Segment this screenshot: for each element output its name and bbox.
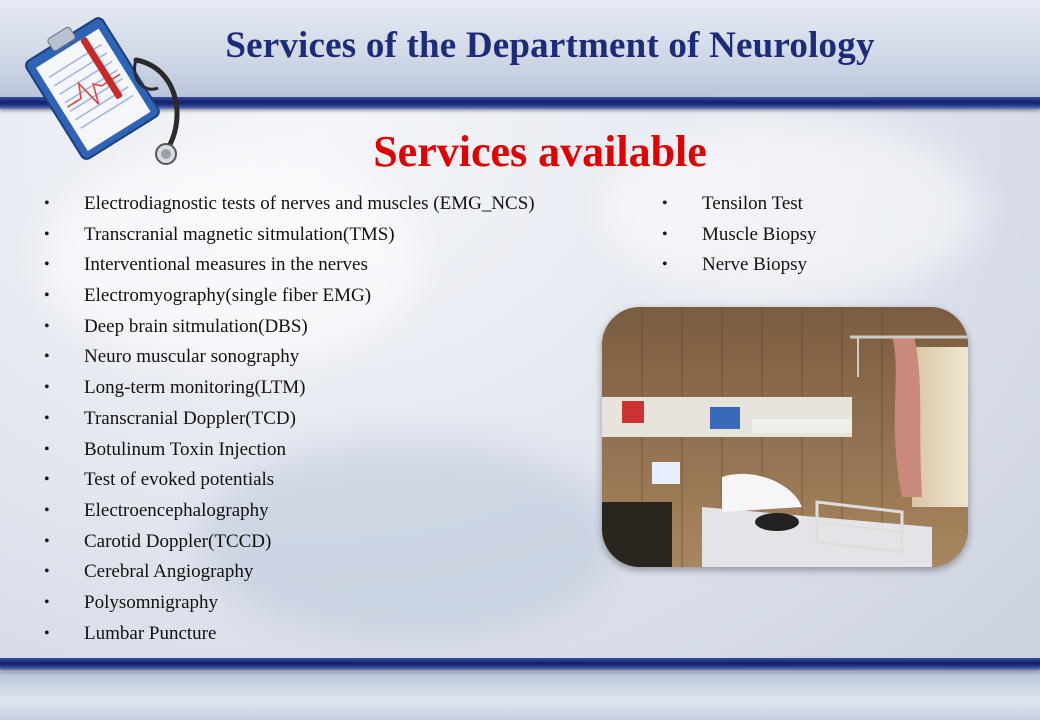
service-label: Nerve Biopsy xyxy=(702,254,808,276)
bullet-icon: • xyxy=(44,317,50,335)
service-item xyxy=(662,189,922,220)
service-item xyxy=(44,220,624,251)
service-item xyxy=(44,496,624,527)
footer-background xyxy=(0,672,1040,720)
service-item xyxy=(44,404,624,435)
service-label: Electrodiagnostic tests of nerves and muscles (EMG_NCS) xyxy=(84,193,535,214)
service-item xyxy=(44,619,624,650)
bullet-icon: • xyxy=(44,348,50,366)
bullet-icon: • xyxy=(44,287,50,305)
service-label: Muscle Biopsy xyxy=(702,223,817,245)
service-label: Transcranial Doppler(TCD) xyxy=(84,407,296,429)
service-label: Transcranial magnetic sitmulation(TMS) xyxy=(84,223,395,245)
bullet-icon: • xyxy=(44,501,50,519)
bullet-icon: • xyxy=(44,379,50,397)
service-item xyxy=(44,588,624,619)
bullet-icon: • xyxy=(44,195,50,212)
services-list-right xyxy=(662,189,922,281)
service-label: Tensilon Test xyxy=(702,193,803,214)
bullet-icon: • xyxy=(44,440,50,458)
service-item xyxy=(44,281,624,312)
bullet-icon: • xyxy=(44,593,50,611)
service-label: Neuro muscular sonography xyxy=(84,346,300,368)
hospital-room-photo xyxy=(602,307,968,567)
service-item xyxy=(44,465,624,496)
service-label: Botulinum Toxin Injection xyxy=(84,438,287,460)
bullet-icon: • xyxy=(44,624,50,642)
bullet-icon: • xyxy=(44,532,50,550)
service-item xyxy=(44,373,624,404)
service-label: Interventional measures in the nerves xyxy=(84,254,368,276)
service-label: Polysomnigraphy xyxy=(84,591,219,613)
bullet-icon: • xyxy=(662,195,668,212)
bullet-icon: • xyxy=(44,563,50,581)
service-item xyxy=(44,342,624,373)
service-label: Electromyography(single fiber EMG) xyxy=(84,285,372,307)
bullet-icon: • xyxy=(662,256,668,274)
service-item xyxy=(44,557,624,588)
bottom-divider-rule xyxy=(0,658,1040,670)
service-label: Lumbar Puncture xyxy=(84,622,217,644)
service-item xyxy=(44,250,624,281)
service-label: Test of evoked potentials xyxy=(84,469,275,491)
service-label: Deep brain sitmulation(DBS) xyxy=(84,315,308,337)
service-label: Electroencephalography xyxy=(84,499,269,521)
service-item xyxy=(662,220,922,251)
bullet-icon: • xyxy=(44,471,50,489)
bullet-icon: • xyxy=(662,225,668,243)
service-label: Carotid Doppler(TCCD) xyxy=(84,530,272,552)
page-title: Services of the Department of Neurology xyxy=(225,25,875,66)
service-label: Long-term monitoring(LTM) xyxy=(84,377,306,399)
bullet-icon: • xyxy=(44,409,50,427)
service-item xyxy=(44,527,624,558)
service-label: Cerebral Angiography xyxy=(84,561,254,583)
service-item xyxy=(662,250,922,281)
service-item xyxy=(44,312,624,343)
service-item xyxy=(44,435,624,466)
section-subtitle: Services available xyxy=(373,127,707,176)
services-list-left xyxy=(44,189,624,649)
bullet-icon: • xyxy=(44,256,50,274)
bullet-icon: • xyxy=(44,225,50,243)
service-item xyxy=(44,189,624,220)
